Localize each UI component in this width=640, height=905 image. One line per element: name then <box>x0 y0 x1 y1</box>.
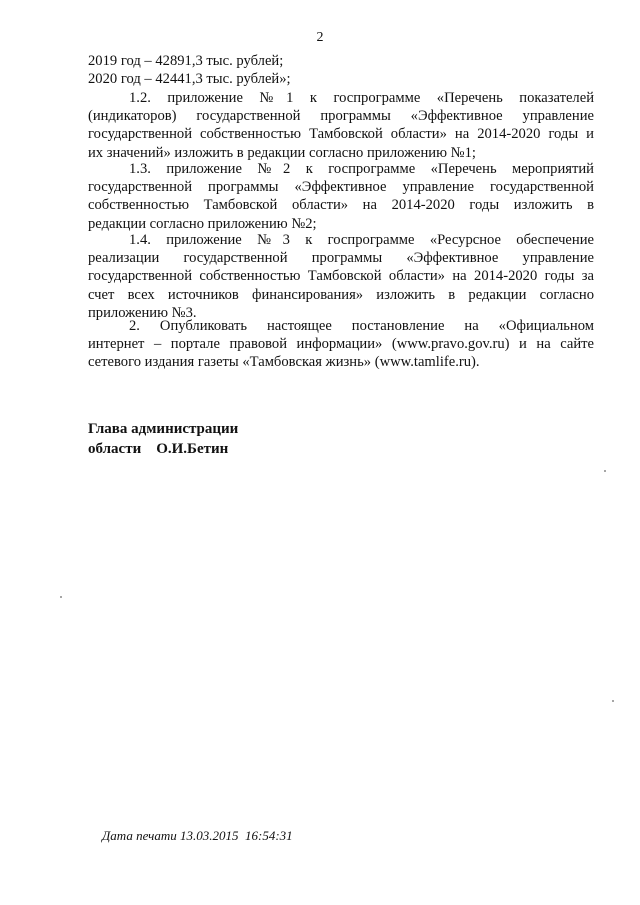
scan-speck <box>60 596 62 598</box>
paragraph-item-1-4 <box>88 231 594 322</box>
signatory-name: области О.И.Бетин <box>88 441 229 457</box>
print-date-footer: Дата печати 13.03.2015 16:54:31 <box>102 828 293 843</box>
paragraph-line: 2. Опубликовать настоящее постановление на «Официальном <box>129 318 594 334</box>
signatory-title: Глава администрации <box>88 421 239 437</box>
paragraph-line: 1.4. приложение №3 к госпрограмме «Ресурсное обеспечение <box>129 232 594 248</box>
paragraph-line: государственной собственностью Тамбовской области» на 2014-2020 годы за <box>88 268 594 285</box>
scan-speck <box>604 470 606 472</box>
paragraph-line: реализации государственной программы «Эффективное управление <box>88 250 594 267</box>
page-number: 2 <box>316 30 324 45</box>
signature-block <box>88 419 238 459</box>
paragraph-item-2 <box>88 317 594 372</box>
paragraph-line: приложению №3. <box>88 304 197 321</box>
paragraph-item-1-3 <box>88 160 594 233</box>
paragraph-line: редакции согласно приложению №2; <box>88 215 317 232</box>
paragraph-line: государственной программы «Эффективное управление государственной <box>88 179 594 196</box>
paragraph-line: (индикаторов) государственной программы «Эффективное управление <box>88 108 594 125</box>
paragraph-line: счет всех источников финансирования» изложить в редакции согласно <box>88 286 594 303</box>
budget-line-2020: 2020 год – 42441,3 тыс. рублей»; <box>88 71 291 88</box>
paragraph-line: государственной собственностью Тамбовской области» на 2014-2020 годы и <box>88 126 594 143</box>
paragraph-line: сетевого издания газеты «Тамбовская жизнь» (www.tamlife.ru). <box>88 354 480 371</box>
scan-speck <box>612 700 614 702</box>
budget-lines <box>88 52 594 88</box>
paragraph-line: их значений» изложить в редакции согласно приложению №1; <box>88 144 476 161</box>
budget-line-2019: 2019 год – 42891,3 тыс. рублей; <box>88 53 284 69</box>
paragraph-line: собственностью Тамбовской области» на 2014-2020 годы изложить в <box>88 197 594 214</box>
paragraph-line: интернет – портале правовой информации» (www.pravo.gov.ru) и на сайте <box>88 336 594 353</box>
paragraph-line: 1.3. приложение №2 к госпрограмме «Перечень мероприятий <box>129 161 594 177</box>
paragraph-item-1-2 <box>88 89 594 162</box>
paragraph-line: 1.2. приложение №1 к госпрограмме «Перечень показателей <box>129 90 594 106</box>
